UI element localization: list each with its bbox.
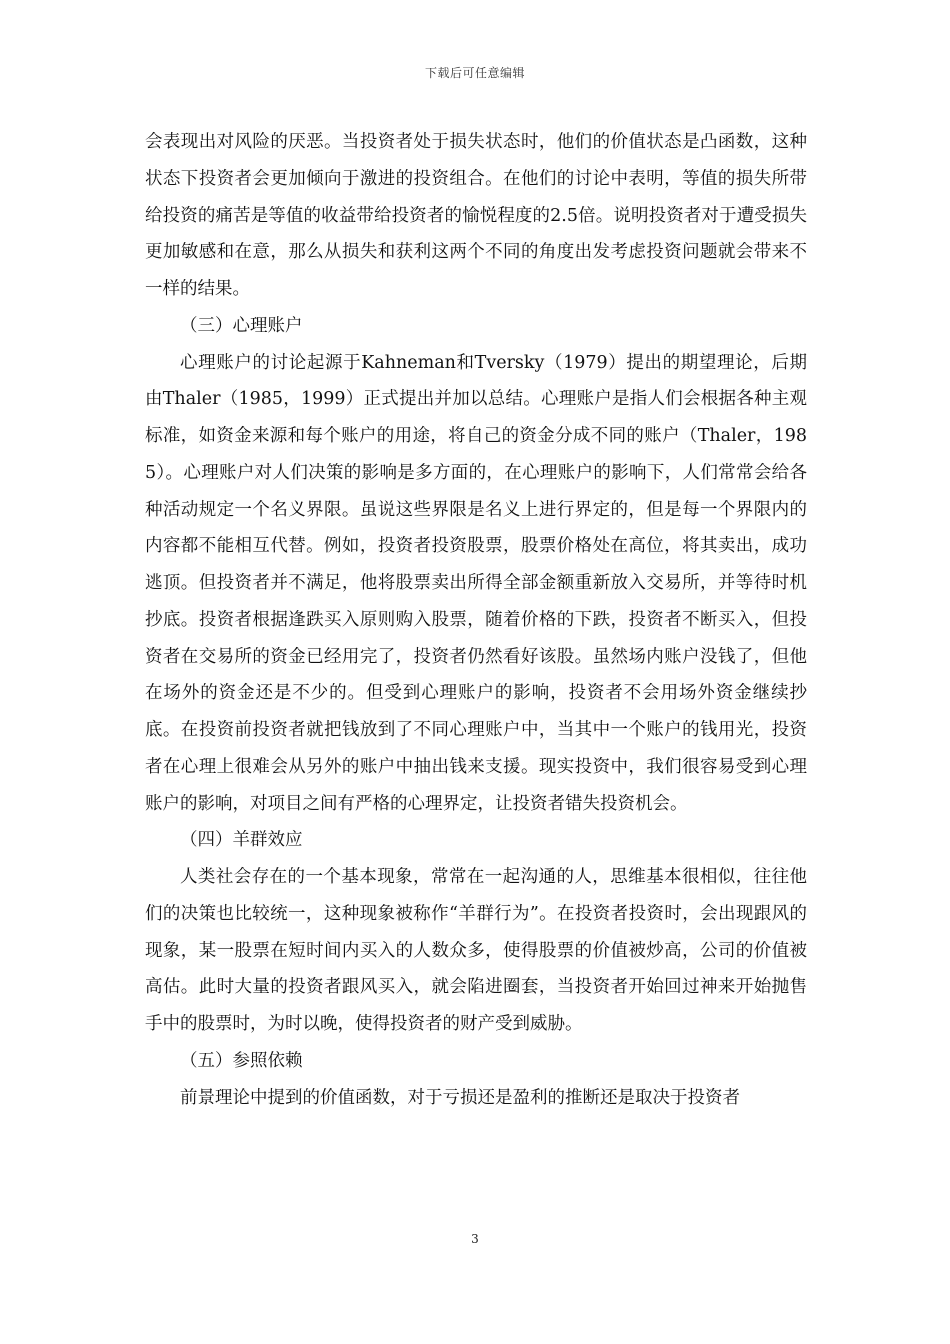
section-heading-herd-effect: （四）羊群效应 bbox=[180, 830, 303, 851]
page-number: 3 bbox=[471, 1232, 479, 1246]
page-header: 下载后可任意编辑 bbox=[424, 66, 525, 80]
paragraph-herd-effect: 人类社会存在的一个基本现象，常常在一起沟通的人，思维基本很相似，往往他们的决策也比较统一，这种现象被称作“羊群行为”。在投资者投资时，会出现跟风的现象，某一股票在短时间内买入的人数众多，使得股票的价值被炒高，公司的价值被高估。此时大量的投资者跟风买入，就会陷进圈套，当投资者开始回过神来开始抛售手中的股票时，为时以晚，使得投资者的财产受到威胁。 bbox=[145, 867, 807, 1034]
paragraph-reference-dependence: 前景理论中提到的价值函数，对于亏损还是盈利的推断还是取决于投资者 bbox=[180, 1087, 740, 1108]
paragraph-mental-accounting: 心理账户的讨论起源于Kahneman和Tversky（1979）提出的期望理论，后期由Thaler（1985，1999）正式提出并加以总结。心理账户是指人们会根据各种主观标准，如资金来源和每个账户的用途，将自己的资金分成不同的账户（Thaler，1985）。心理账户对人们决策的影响是多方面的，在心理账户的影响下，人们常常会给各种活动规定一个名义界限。虽说这些界限是名义上进行界定的，但是每一个界限内的内容都不能相互代替。例如，投资者投资股票，股票价格处在高位，将其卖出，成功逃顶。但投资者并不满足，他将股票卖出所得全部金额重新放入交易所，并等待时机抄底。投资者根据逢跌买入原则购入股票，随着价格的下跌，投资者不断买入，但投资者在交易所的资金已经用完了，投资者仍然看好该股。虽然场内账户没钱了，但他在场外的资金还是不少的。但受到心理账户的影响，投资者不会用场外资金继续抄底。在投资前投资者就把钱放到了不同心理账户中，当其中一个账户的钱用光，投资者在心理上很难会从另外的账户中抽出钱来支援。现实投资中，我们很容易受到心理账户的影响，对项目之间有严格的心理界定，让投资者错失投资机会。 bbox=[145, 352, 807, 814]
document-body bbox=[145, 124, 807, 1116]
paragraph-loss-aversion: 会表现出对风险的厌恶。当投资者处于损失状态时，他们的价值状态是凸函数，这种状态下投资者会更加倾向于激进的投资组合。在他们的讨论中表明，等值的损失所带给投资的痛苦是等值的收益带给投资者的愉悦程度的2.5倍。说明投资者对于遭受损失更加敏感和在意，那么从损失和获利这两个不同的角度出发考虑投资问题就会带来不一样的结果。 bbox=[145, 132, 807, 299]
section-heading-mental-accounting: （三）心理账户 bbox=[180, 315, 303, 336]
section-heading-reference-dependence: （五）参照依赖 bbox=[180, 1050, 303, 1071]
